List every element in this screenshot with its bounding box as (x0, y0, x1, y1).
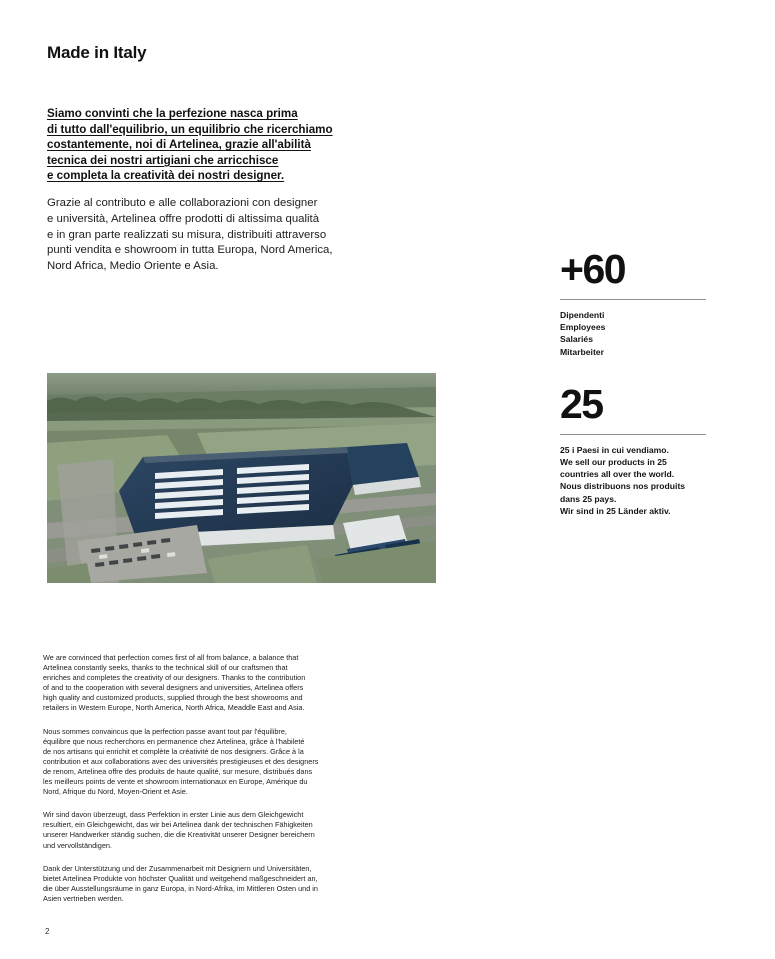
stat-employees (560, 247, 706, 358)
stat-countries (560, 382, 706, 517)
footer-paragraph-de-2 (43, 864, 373, 904)
lead-line: costantemente, noi di Artelinea, grazie all'abilità (47, 138, 311, 152)
multilingual-footer-text (43, 653, 373, 904)
footer-line: Wir sind davon überzeugt, dass Perfektion in erster Linie aus dem Gleichgewicht (43, 810, 304, 820)
intro-paragraph-italian (47, 196, 387, 275)
stat-label: We sell our products in 25 (560, 457, 667, 468)
footer-line: die über Ausstellungsräume in ganz Europa, in Nord-Afrika, im Mittleren Osten und in (43, 883, 318, 893)
footer-line: of and to the cooperation with several designers and universities, Artelinea offers (43, 683, 304, 693)
stat-labels (560, 309, 706, 358)
intro-line: Nord Africa, Medio Oriente e Asia. (47, 260, 219, 273)
footer-line: bietet Artelinea Produkte von höchster Qualität und weitgehend maßgeschneidert an, (43, 873, 318, 883)
lead-paragraph (47, 106, 377, 184)
footer-line: contribution et aux collaborations avec des universités prestigieuses et des designers (43, 756, 319, 766)
page-number: 2 (45, 927, 50, 936)
lead-line: tecnica dei nostri artigiani che arricchisce (47, 153, 279, 167)
stat-label: 25 i Paesi in cui vendiamo. (560, 444, 669, 455)
stats-column (560, 247, 706, 517)
footer-line: Dank der Unterstützung und der Zusammenarbeit mit Designern und Universitäten, (43, 863, 312, 873)
stat-label: Employees (560, 322, 606, 333)
footer-line: équilibre que nous recherchons en permanence chez Artelinea, grâce à l'habileté (43, 736, 305, 746)
stat-divider (560, 434, 706, 435)
intro-line: Grazie al contributo e alle collaborazioni con designer (47, 197, 318, 209)
footer-line: unserer Handwerker ständig suchen, die die Kreativität unserer Designer bereichern (43, 830, 315, 840)
footer-line: de renom, Artelinea offre des produits de haute qualité, sur mesure, distribués dans (43, 766, 313, 776)
stat-label: Mitarbeiter (560, 346, 604, 357)
footer-line: Artelinea constantly seeks, thanks to the technical skill of our craftsmen that (43, 663, 288, 673)
footer-line: de nos artisans qui enrichit et complète la créativité de nos designers. Grâce à la (43, 746, 304, 756)
stat-label: countries all over the world. (560, 469, 675, 480)
intro-line: e università, Artelinea offre prodotti di altissima qualità (47, 212, 320, 225)
footer-line: enriches and completes the creativity of our designers. Thanks to the contribution (43, 673, 306, 683)
lead-line: e completa la creatività dei nostri designer. (47, 169, 285, 183)
intro-line: punti vendita e showroom in tutta Europa, Nord America, (47, 244, 333, 257)
footer-line: Nous sommes convaincus que la perfection passe avant tout par l'équilibre, (43, 726, 287, 736)
footer-paragraph-en (43, 653, 373, 714)
footer-line: Nord, Afrique du Nord, Moyen-Orient et Asie. (43, 787, 188, 797)
stat-label: Nous distribuons nos produits (560, 481, 686, 492)
footer-line: resultiert, ein Gleichgewicht, das wir bei Artelinea dank der technischen Fähigkeiten (43, 820, 313, 830)
footer-line: high quality and customized products, supplied through the best showrooms and (43, 693, 303, 703)
stat-value: 25 (560, 380, 603, 427)
footer-line: Asien vertrieben werden. (43, 893, 124, 903)
stat-divider (560, 299, 706, 300)
footer-paragraph-fr (43, 727, 373, 798)
stat-label: dans 25 pays. (560, 493, 617, 504)
footer-line: und vervollständigen. (43, 840, 112, 850)
stat-labels (560, 444, 706, 517)
lead-line: di tutto dall'equilibrio, un equilibrio che ricerchiamo (47, 122, 333, 136)
lead-line: Siamo convinti che la perfezione nasca prima (47, 107, 298, 120)
footer-line: We are convinced that perfection comes first of all from balance, a balance that (43, 653, 299, 662)
stat-value: +60 (560, 246, 626, 292)
footer-line: retailers in Western Europe, North America, North Africa, Meaddle East and Asia. (43, 703, 305, 713)
page-title: Made in Italy (47, 43, 147, 62)
stat-label: Dipendenti (560, 310, 605, 320)
footer-paragraph-de (43, 810, 373, 850)
footer-line: les meilleurs points de vente et showroom internationaux en Europe, Amérique du (43, 777, 308, 787)
stat-label: Wir sind in 25 Länder aktiv. (560, 505, 671, 516)
factory-aerial-photo (47, 373, 436, 583)
stat-label: Salariés (560, 334, 593, 345)
intro-line: e in gran parte realizzati su misura, distribuiti attraverso (47, 228, 327, 241)
